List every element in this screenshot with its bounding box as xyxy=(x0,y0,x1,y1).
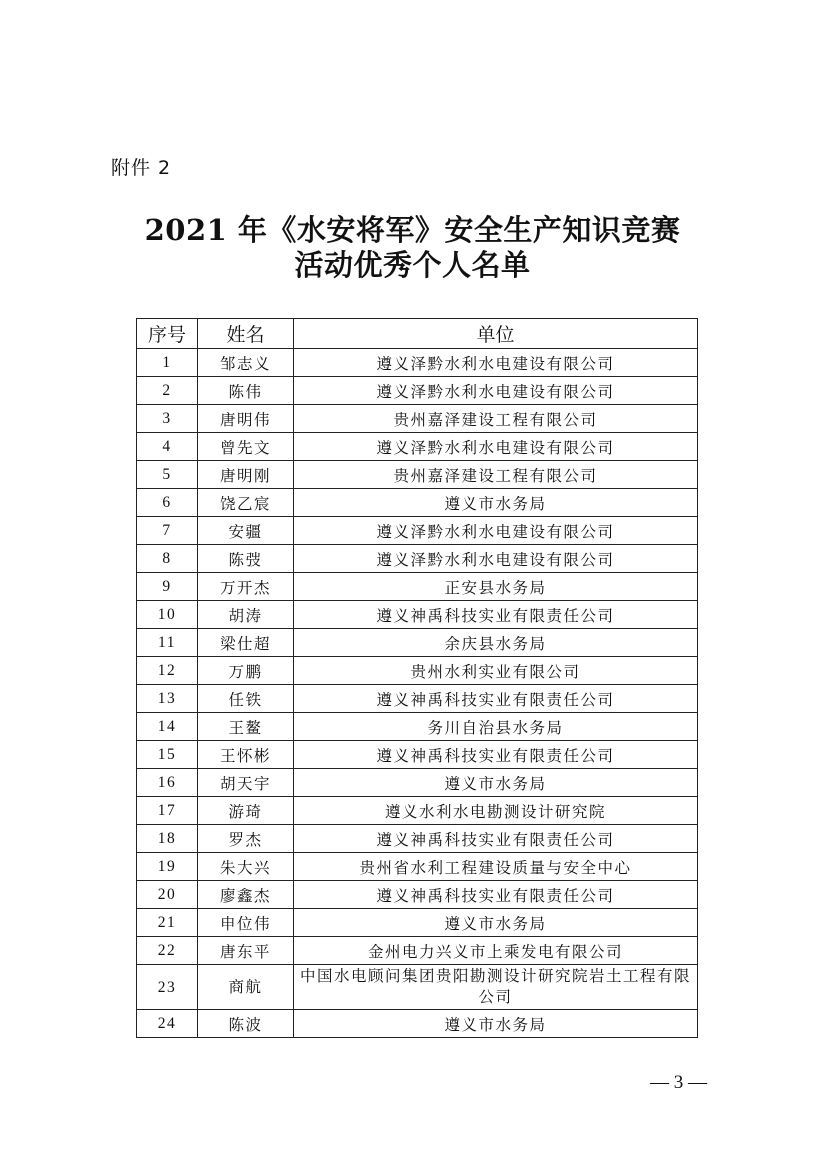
table-row xyxy=(137,573,698,601)
row-number-cell: 16 xyxy=(137,769,198,797)
organization-cell: 遵义市水务局 xyxy=(294,909,698,937)
person-name-cell: 罗杰 xyxy=(198,825,294,853)
organization-cell: 中国水电顾问集团贵阳勘测设计研究院岩土工程有限公司 xyxy=(294,965,698,1010)
row-number-cell: 7 xyxy=(137,517,198,545)
table-row xyxy=(137,769,698,797)
row-number-cell: 12 xyxy=(137,657,198,685)
organization-cell: 贵州省水利工程建设质量与安全中心 xyxy=(294,853,698,881)
table-row xyxy=(137,489,698,517)
organization-cell: 遵义泽黔水利水电建设有限公司 xyxy=(294,433,698,461)
table-row xyxy=(137,825,698,853)
row-number-cell: 1 xyxy=(137,349,198,377)
table-header-row xyxy=(137,319,698,349)
person-name-cell: 廖鑫杰 xyxy=(198,881,294,909)
row-number-cell: 14 xyxy=(137,713,198,741)
table-row xyxy=(137,545,698,573)
table-row xyxy=(137,377,698,405)
person-name-cell: 胡涛 xyxy=(198,601,294,629)
organization-cell: 遵义泽黔水利水电建设有限公司 xyxy=(294,349,698,377)
person-name-cell: 安疆 xyxy=(198,517,294,545)
row-number-cell: 11 xyxy=(137,629,198,657)
row-number-cell: 8 xyxy=(137,545,198,573)
table-row xyxy=(137,461,698,489)
person-name-cell: 万开杰 xyxy=(198,573,294,601)
row-number-cell: 19 xyxy=(137,853,198,881)
header-no: 序号 xyxy=(137,319,198,349)
person-name-cell: 王怀彬 xyxy=(198,741,294,769)
person-name-cell: 陈弢 xyxy=(198,545,294,573)
document-title-line-1: 2021 年《水安将军》安全生产知识竞赛 xyxy=(144,213,681,247)
organization-cell: 余庆县水务局 xyxy=(294,629,698,657)
organization-cell: 遵义市水务局 xyxy=(294,769,698,797)
honoree-table xyxy=(136,318,698,1038)
row-number-cell: 6 xyxy=(137,489,198,517)
table-row xyxy=(137,629,698,657)
organization-cell: 遵义市水务局 xyxy=(294,1010,698,1038)
organization-cell: 遵义水利水电勘测设计研究院 xyxy=(294,797,698,825)
person-name-cell: 胡天宇 xyxy=(198,769,294,797)
person-name-cell: 饶乙宸 xyxy=(198,489,294,517)
table-row xyxy=(137,965,698,1010)
header-unit: 单位 xyxy=(294,319,698,349)
person-name-cell: 王鳌 xyxy=(198,713,294,741)
table-row xyxy=(137,349,698,377)
table-row xyxy=(137,657,698,685)
row-number-cell: 10 xyxy=(137,601,198,629)
person-name-cell: 邹志义 xyxy=(198,349,294,377)
organization-cell: 遵义泽黔水利水电建设有限公司 xyxy=(294,517,698,545)
row-number-cell: 3 xyxy=(137,405,198,433)
person-name-cell: 商航 xyxy=(198,965,294,1010)
table-row xyxy=(137,685,698,713)
table-row xyxy=(137,797,698,825)
organization-cell: 遵义神禹科技实业有限责任公司 xyxy=(294,881,698,909)
person-name-cell: 申位伟 xyxy=(198,909,294,937)
row-number-cell: 23 xyxy=(137,965,198,1010)
organization-cell: 遵义神禹科技实业有限责任公司 xyxy=(294,741,698,769)
person-name-cell: 陈波 xyxy=(198,1010,294,1038)
row-number-cell: 18 xyxy=(137,825,198,853)
person-name-cell: 唐东平 xyxy=(198,937,294,965)
person-name-cell: 曾先文 xyxy=(198,433,294,461)
table-row xyxy=(137,881,698,909)
organization-cell: 务川自治县水务局 xyxy=(294,713,698,741)
row-number-cell: 17 xyxy=(137,797,198,825)
organization-cell: 遵义神禹科技实业有限责任公司 xyxy=(294,825,698,853)
person-name-cell: 任铁 xyxy=(198,685,294,713)
organization-cell: 遵义神禹科技实业有限责任公司 xyxy=(294,601,698,629)
row-number-cell: 13 xyxy=(137,685,198,713)
header-name: 姓名 xyxy=(198,319,294,349)
row-number-cell: 20 xyxy=(137,881,198,909)
row-number-cell: 21 xyxy=(137,909,198,937)
person-name-cell: 唐明刚 xyxy=(198,461,294,489)
row-number-cell: 5 xyxy=(137,461,198,489)
table-row xyxy=(137,937,698,965)
attachment-label: 附件 2 xyxy=(111,157,172,179)
person-name-cell: 陈伟 xyxy=(198,377,294,405)
row-number-cell: 24 xyxy=(137,1010,198,1038)
row-number-cell: 15 xyxy=(137,741,198,769)
person-name-cell: 游琦 xyxy=(198,797,294,825)
organization-cell: 贵州嘉泽建设工程有限公司 xyxy=(294,461,698,489)
person-name-cell: 唐明伟 xyxy=(198,405,294,433)
row-number-cell: 2 xyxy=(137,377,198,405)
organization-cell: 遵义神禹科技实业有限责任公司 xyxy=(294,685,698,713)
row-number-cell: 22 xyxy=(137,937,198,965)
table-row xyxy=(137,909,698,937)
person-name-cell: 梁仕超 xyxy=(198,629,294,657)
organization-cell: 正安县水务局 xyxy=(294,573,698,601)
organization-cell: 贵州嘉泽建设工程有限公司 xyxy=(294,405,698,433)
organization-cell: 遵义市水务局 xyxy=(294,489,698,517)
table-row xyxy=(137,433,698,461)
organization-cell: 遵义泽黔水利水电建设有限公司 xyxy=(294,545,698,573)
table-row xyxy=(137,601,698,629)
document-title-line-2: 活动优秀个人名单 xyxy=(294,248,531,282)
table-row xyxy=(137,713,698,741)
table-row xyxy=(137,741,698,769)
row-number-cell: 9 xyxy=(137,573,198,601)
page-number: — 3 — xyxy=(650,1072,707,1093)
table-row xyxy=(137,517,698,545)
row-number-cell: 4 xyxy=(137,433,198,461)
organization-cell: 遵义泽黔水利水电建设有限公司 xyxy=(294,377,698,405)
table-row xyxy=(137,405,698,433)
person-name-cell: 万鹏 xyxy=(198,657,294,685)
person-name-cell: 朱大兴 xyxy=(198,853,294,881)
table-row xyxy=(137,1010,698,1038)
organization-cell: 金州电力兴义市上乘发电有限公司 xyxy=(294,937,698,965)
table-row xyxy=(137,853,698,881)
organization-cell: 贵州水利实业有限公司 xyxy=(294,657,698,685)
